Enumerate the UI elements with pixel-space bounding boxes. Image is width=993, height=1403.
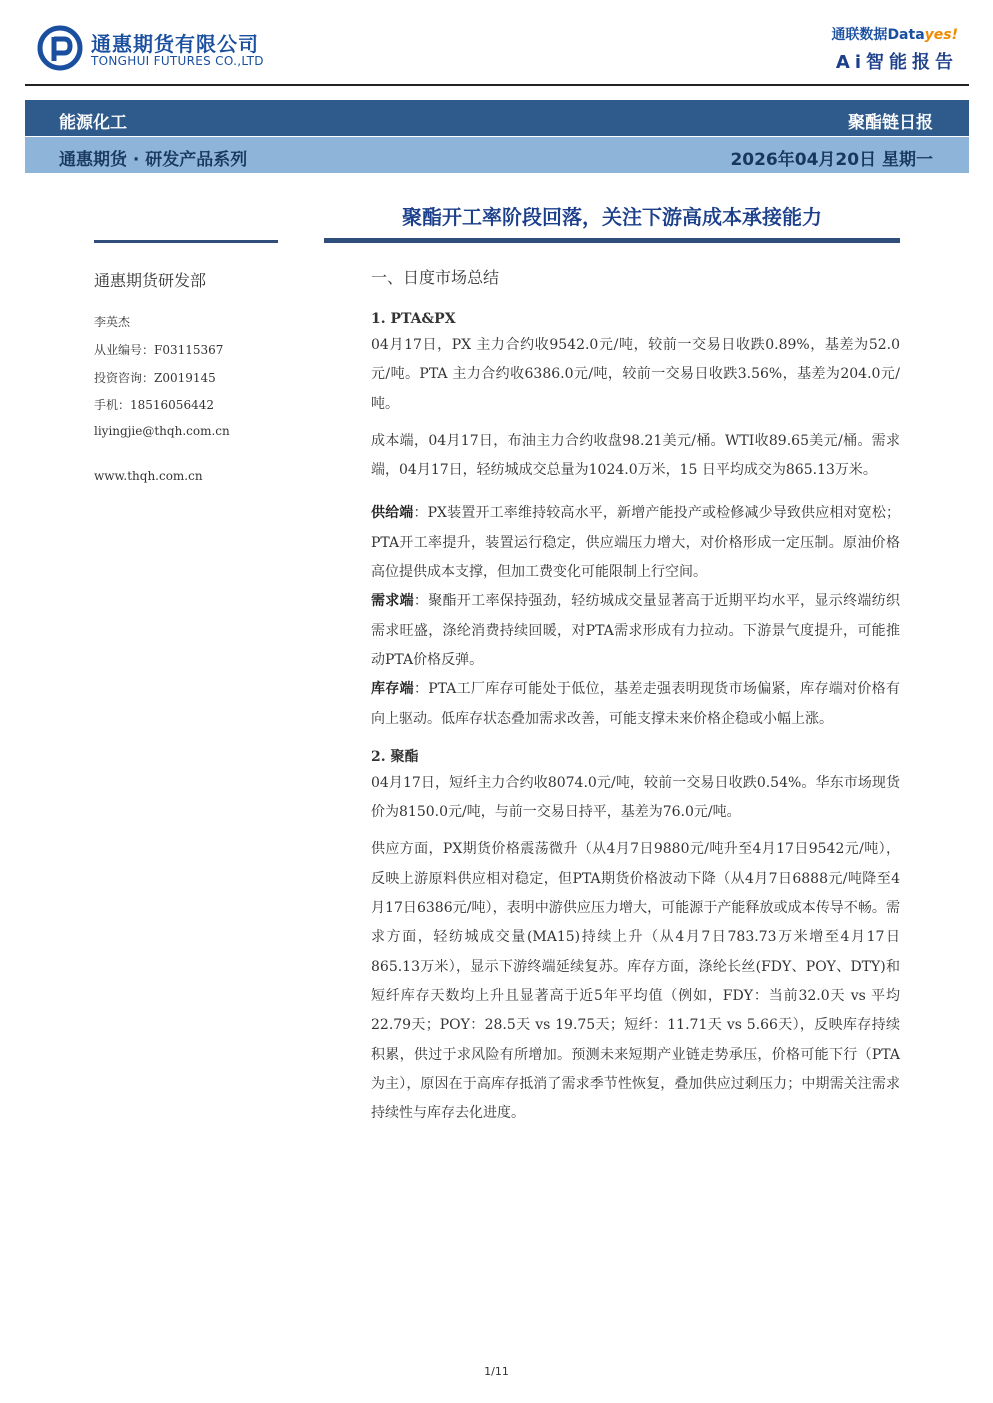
paragraph-demand bbox=[371, 587, 900, 675]
page-number: 1/11 bbox=[484, 1365, 509, 1378]
brand-prefix: 通联数据 bbox=[831, 27, 888, 43]
paragraph-cost-demand: 成本端，04月17日，布油主力合约收盘98.21美元/桶。WTI收89.65美元/桶。需求端，04月17日，轻纺城成交总量为1024.0万米，15 日平均成交为865.13万米。 bbox=[371, 432, 900, 479]
left-column-rule bbox=[94, 240, 278, 243]
title-rule bbox=[324, 238, 900, 243]
brand-ai-report: Ai智能报告 bbox=[835, 52, 958, 73]
series-label: 通惠期货 · 研发产品系列 bbox=[59, 150, 248, 170]
subsection-heading-polyester: 2. 聚酯 bbox=[371, 748, 419, 765]
brand-datayes bbox=[831, 24, 958, 44]
analyst-name: 李英杰 bbox=[94, 315, 131, 329]
inventory-text: ：PTA工厂库存可能处于低位，基差走强表明现货市场偏紧，库存端对价格有向上驱动。低库存状态叠加需求改善，可能支撑未来价格企稳或小幅上涨。 bbox=[371, 681, 900, 727]
demand-keyword: 需求端 bbox=[371, 593, 414, 610]
analyst-email[interactable]: liyingjie@thqh.com.cn bbox=[94, 424, 230, 438]
website-link[interactable]: www.thqh.com.cn bbox=[94, 469, 203, 483]
paragraph-outlook: 供应方面，PX期货价格震荡微升（从4月7日9880元/吨升至4月17日9542元/吨），反映上游原料供应相对稳定，但PTA期货价格波动下降（从4月7日6888元/吨降至4月17日6386元/吨），表明中游供应压力增大，可能源于产能释放或成本传导不畅。需求方面，轻纺城成交量(MA15)持续上升（从4月7日783.73万米增至4月17日865.13万米），显示下游终端延续复苏。库存方面，涤纶长丝(FDY、POY、DTY)和短纤库存天数均上升且显著高于近5年平均值（例如，FDY：当前32.0天 vs 平均22.79天；POY：28.5天 vs 19.75天；短纤：11.71天 vs 5.66天），反映库存持续积累，供过于求风险有所增加。预测未来短期产业链走势承压，价格可能下行（PTA为主），原因在于高库存抵消了需求季节性恢复，叠加供应过剩压力；中期需关注需求持续性与库存去化进度。 bbox=[371, 841, 900, 1122]
supply-keyword: 供给端 bbox=[371, 505, 414, 522]
sector-label: 能源化工 bbox=[59, 113, 127, 133]
header-divider bbox=[25, 84, 969, 86]
paragraph-inventory bbox=[371, 675, 900, 734]
supply-text: ：PX装置开工率维持较高水平，新增产能投产或检修减少导致供应相对宽松；PTA开工率提升，装置运行稳定，供应端压力增大，对价格形成一定压制。原油价格高位提供成本支撑，但加工费变化可能限制上行空间。 bbox=[371, 505, 900, 581]
demand-text: ：聚酯开工率保持强劲，轻纺城成交量显著高于近期平均水平，显示终端纺织需求旺盛，涤纶消费持续回暖，对PTA需求形成有力拉动。下游景气度提升，可能推动PTA价格反弹。 bbox=[371, 593, 901, 668]
report-type-label: 聚酯链日报 bbox=[848, 113, 933, 133]
paragraph-staple-fiber: 04月17日，短纤主力合约收8074.0元/吨，较前一交易日收跌0.54%。华东市场现货价为8150.0元/吨，与前一交易日持平，基差为76.0元/吨。 bbox=[371, 774, 900, 821]
section-heading: 一、日度市场总结 bbox=[371, 268, 500, 287]
analyst-cert: 从业编号：F03115367 bbox=[94, 343, 224, 357]
inventory-keyword: 库存端 bbox=[371, 681, 414, 698]
department-name: 通惠期货研发部 bbox=[94, 271, 207, 290]
banner-series bbox=[25, 137, 969, 173]
main-content bbox=[371, 266, 900, 1128]
company-name-cn: 通惠期货有限公司 bbox=[91, 32, 259, 56]
company-name-en: TONGHUI FUTURES CO.,LTD bbox=[91, 54, 264, 68]
tonghui-logo-icon bbox=[37, 25, 83, 71]
analyst-phone: 手机：18516056442 bbox=[94, 398, 214, 412]
report-date: 2026年04月20日 星期一 bbox=[730, 150, 933, 170]
banner-sector bbox=[25, 100, 969, 136]
report-title: 聚酯开工率阶段回落，关注下游高成本承接能力 bbox=[402, 205, 822, 229]
paragraph-pta-px-prices: 04月17日，PX 主力合约收9542.0元/吨，较前一交易日收跌0.89%，基差为52.0元/吨。PTA 主力合约收6386.0元/吨，较前一交易日收跌3.56%，基差为204.0元/吨。 bbox=[371, 337, 900, 412]
brand-yes: yes! bbox=[924, 27, 958, 43]
brand-data: Data bbox=[887, 27, 925, 43]
analyst-advisory: 投资咨询：Z0019145 bbox=[94, 371, 216, 385]
subsection-heading-pta-px: 1. PTA&PX bbox=[371, 311, 456, 327]
paragraph-supply bbox=[371, 499, 900, 587]
